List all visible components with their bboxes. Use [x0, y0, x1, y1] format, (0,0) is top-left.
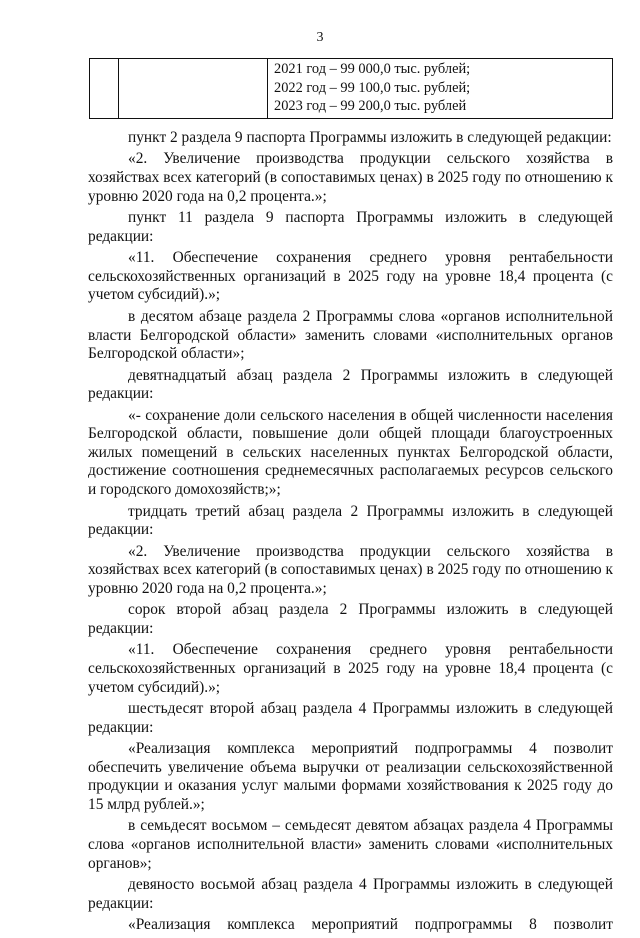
paragraph: «2. Увеличение производства продукции сельского хозяйства в хозяйствах всех категорий (в сопоставимых ценах) в 2025 году по отношению к уровню 2020 года на 0,2 процента.»; [88, 150, 613, 205]
paragraph: девяносто восьмой абзац раздела 4 Программы изложить в следующей редакции: [88, 876, 613, 912]
paragraph: «11. Обеспечение сохранения среднего уровня рентабельности сельскохозяйственных организаций в 2025 году на уровне 18,4 процента (с учетом субсидий).»; [88, 249, 613, 304]
budget-table [89, 58, 613, 119]
paragraph: сорок второй абзац раздела 2 Программы изложить в следующей редакции: [88, 601, 613, 637]
table-cell-budget [268, 59, 613, 119]
budget-line-2021: 2021 год – 99 000,0 тыс. рублей; [274, 61, 471, 77]
paragraph: в десятом абзаце раздела 2 Программы слова «органов исполнительной власти Белгородской области» заменить словами «исполнительных органов Белгородской области»; [88, 307, 613, 363]
table-cell-empty [90, 59, 119, 119]
paragraph: «Реализация комплекса мероприятий подпрограммы 8 позволит [128, 916, 613, 934]
paragraph: «Реализация комплекса мероприятий подпрограммы 4 позволит обеспечить увеличение объема выручки от реализации сельскохозяйственной продукции и оказания услуг малыми формами хозяйствования к 2025 году до 15 млрд рублей.»; [88, 740, 613, 813]
document-body [88, 129, 613, 938]
paragraph: «2. Увеличение производства продукции сельского хозяйства в хозяйствах всех категорий (в сопоставимых ценах) в 2025 году по отношению к уровню 2020 года на 0,2 процента.»; [88, 542, 613, 597]
paragraph: тридцать третий абзац раздела 2 Программы изложить в следующей редакции: [88, 502, 613, 539]
paragraph: в семьдесят восьмом – семьдесят девятом абзацах раздела 4 Программы слова «органов исполнительной власти» заменить словами «исполнительных органов»; [88, 817, 613, 872]
budget-line-2023: 2023 год – 99 200,0 тыс. рублей [274, 98, 467, 115]
table-cell-empty [119, 59, 268, 119]
paragraph: «- сохранение доли сельского населения в общей численности населения Белгородской области, повышение доли общей площади благоустроенных жилых помещений в сельских населенных пунктах Белгородской области, достижение соотношения среднемесячных располагаемых ресурсов сельского и городского домохозяйств;»; [88, 406, 613, 499]
page-number: 3 [316, 30, 324, 45]
paragraph: девятнадцатый абзац раздела 2 Программы изложить в следующей редакции: [88, 366, 613, 403]
paragraph: пункт 2 раздела 9 паспорта Программы изложить в следующей редакции: [128, 129, 612, 146]
paragraph: шестьдесят второй абзац раздела 4 Программы изложить в следующей редакции: [88, 700, 613, 736]
paragraph: «11. Обеспечение сохранения среднего уровня рентабельности сельскохозяйственных организаций в 2025 году на уровне 18,4 процента (с учетом субсидий).»; [88, 641, 613, 696]
paragraph: пункт 11 раздела 9 паспорта Программы изложить в следующей редакции: [88, 209, 613, 245]
budget-line-2022: 2022 год – 99 100,0 тыс. рублей; [274, 79, 471, 96]
table-row [90, 59, 613, 119]
